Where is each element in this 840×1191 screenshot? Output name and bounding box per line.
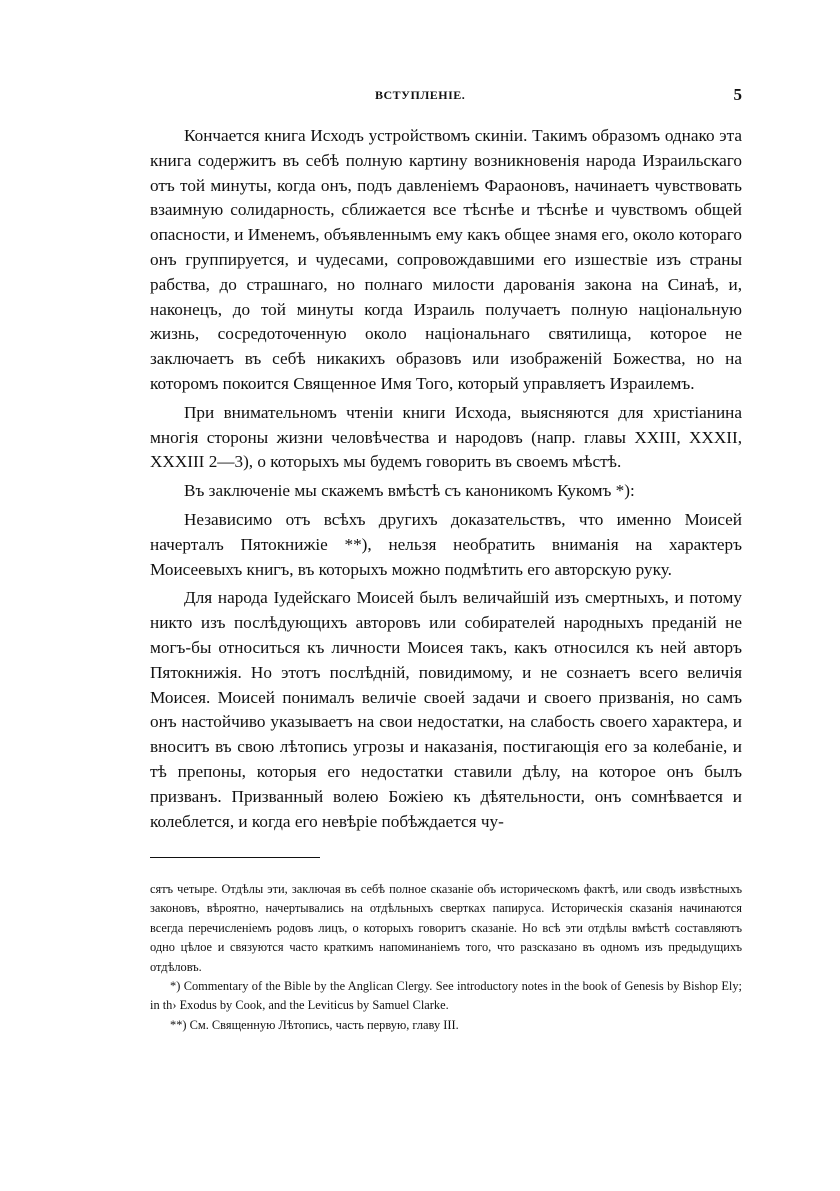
- paragraph-2: При внимательномъ чтеніи книги Исхода, выясняются для христіанина многія стороны жизни человѣчества и народовъ (напр. главы XXIII, XXXII, XXXIII 2—3), о которыхъ мы будемъ говорить въ своемъ мѣстѣ.: [150, 402, 742, 472]
- footnote-2: **) См. Священную Лѣтопись, часть первую, главу III.: [170, 1017, 459, 1032]
- main-text: [150, 124, 742, 834]
- running-header: [150, 85, 742, 108]
- running-title: ВСТУПЛЕНІЕ.: [375, 88, 466, 102]
- footnote-continuation: сятъ четыре. Отдѣлы эти, заключая въ себѣ полное сказаніе объ историческомъ фактѣ, или сводъ извѣстныхъ законовъ, вѣроятно, начертывались на отдѣльныхъ свертках папируса. Историческія сказанія начинаются всегда перечисленіемъ родовъ лицъ, о которыхъ говоритъ сказаніе. Но всѣ эти отдѣлы вмѣстѣ составляютъ одно цѣлое и связуются часто краткимъ напоминаніемъ того, что разсказано въ одномъ изъ предыдущихъ отдѣловъ.: [150, 882, 742, 974]
- footnote-1: *) Commentary of the Bible by the Anglican Clergy. See introductory notes in the book of Genesis by Bishop Ely; in th› Exodus by Cook, and the Leviticus by Samuel Clarke.: [150, 979, 742, 1013]
- footnote-divider: [150, 857, 320, 858]
- paragraph-4: Независимо отъ всѣхъ другихъ доказательствъ, что именно Моисей начерталъ Пятокнижіе **), нельзя необратить вниманія на характеръ Моисеевыхъ книгъ, въ которыхъ можно подмѣтить его авторскую руку.: [150, 509, 742, 579]
- paragraph-1: Кончается книга Исходъ устройствомъ скиніи. Такимъ образомъ однако эта книга содержитъ въ себѣ полную картину возникновенія народа Израильскаго отъ той минуты, когда онъ, подъ давленіемъ Фараоновъ, начинаетъ чувствовать взаимную солидарность, сближается все тѣснѣе и тѣснѣе и чувствомъ общей опасности, и Именемъ, объявленнымъ ему какъ общее знамя его, около котораго онъ группируется, и чудесами, сопровождавшими его изшествіе изъ страны рабства, до страшнаго, но полнаго милости дарованія закона на Синаѣ, и, наконецъ, до той минуты когда Израиль получаетъ полную національную жизнь, сосредоточенную около національнаго святилища, которое не заключаетъ въ себѣ никакихъ образовъ или изображеній Божества, но на которомъ покоится Священное Имя Того, который управляетъ Израилемъ.: [150, 126, 742, 393]
- paragraph-3: Въ заключеніе мы скажемъ вмѣстѣ съ каноникомъ Кукомъ *):: [184, 481, 635, 501]
- page-number: 5: [733, 85, 742, 104]
- footnotes: [150, 880, 742, 1035]
- paragraph-5: Для народа Іудейскаго Моисей былъ величайшій изъ смертныхъ, и потому никто изъ послѣдующихъ авторовъ или собирателей народныхъ преданій не могъ-бы относиться къ личности Моисея такъ, какъ относился къ ней авторъ Пятокнижія. Но этотъ послѣдній, повидимому, и не сознаетъ всего величія Моисея. Моисей понималъ величіе своей задачи и своего призванія, но самъ онъ настойчиво указываетъ на свои недостатки, на слабость своего характера, и вноситъ въ свою лѣтопись угрозы и наказанія, постигающія его за колебаніе, и тѣ препоны, которыя его недостатки ставили дѣлу, на которое онъ былъ призванъ. Призванный волею Божіею къ дѣятельности, онъ сомнѣвается и колеблется, и когда его невѣріе побѣждается чу-: [150, 588, 742, 831]
